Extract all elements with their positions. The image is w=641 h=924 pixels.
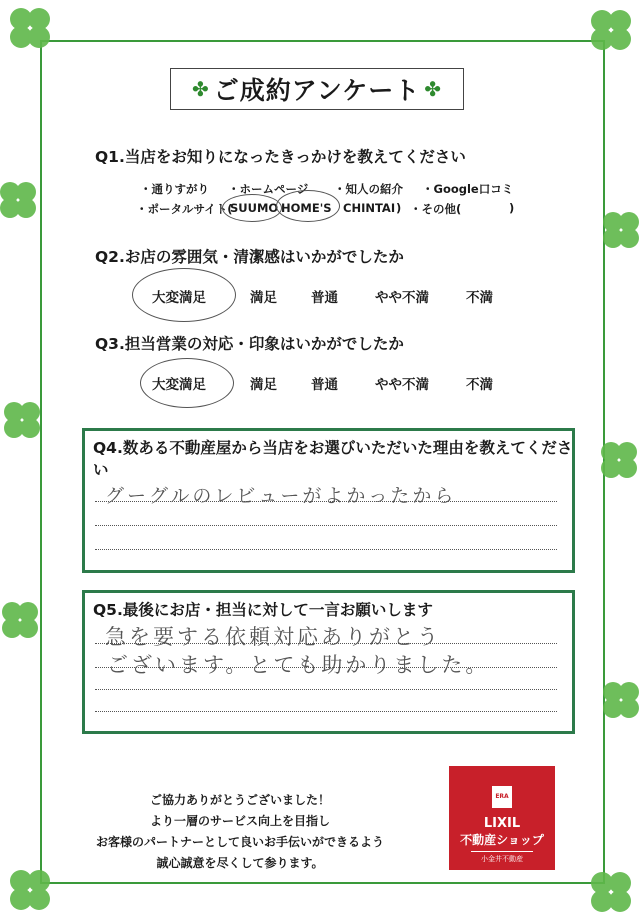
clover-icon (4, 402, 40, 438)
thanks-line: より一層のサービス向上を目指し (149, 814, 330, 828)
answer-line (95, 689, 557, 690)
lixil-shop-logo (449, 766, 555, 870)
thanks-line: 誠心誠意を尽くして参ります。 (156, 856, 324, 870)
clover-icon: ✤ (424, 77, 443, 101)
q3-question: Q3.担当営業の対応・印象はいかがでしたか (95, 335, 404, 353)
answer-line (95, 667, 557, 668)
q2-choice-very-satisfied: 大変満足 (152, 290, 206, 306)
q5-question: Q5.最後にお店・担当に対して一言お願いします (93, 601, 433, 619)
q1-option-homes: HOME'S (281, 201, 332, 215)
frame-bottom (40, 882, 605, 884)
q4-question: Q4.数ある不動産屋から当店をお選びいただいた理由を教えてください (93, 439, 573, 479)
frame-top (40, 40, 605, 42)
clover-icon (603, 212, 639, 248)
logo-brand: LIXIL (483, 816, 521, 831)
logo-subtitle: 小金井不動産 (471, 851, 533, 864)
q2-question: Q2.お店の雰囲気・清潔感はいかがでしたか (95, 248, 404, 266)
clover-icon (0, 182, 36, 218)
q2-selected-circle (132, 268, 236, 322)
clover-icon (591, 10, 631, 50)
q3-choice-dissatisfied: 不満 (466, 377, 493, 393)
page-title (170, 68, 464, 110)
clover-icon (2, 602, 38, 638)
q1-option: ・Google口コミ (422, 182, 514, 196)
q2-choice-neutral: 普通 (311, 290, 338, 306)
era-badge: ERA (492, 786, 512, 808)
q5-handwritten-answer-line1: 急を要する依頼対応ありがとう (105, 625, 441, 649)
title-text: ご成約アンケート (213, 76, 421, 105)
q4-handwritten-answer: グーグルのレビューがよかったから (105, 485, 457, 507)
q3-choice-satisfied: 満足 (250, 377, 277, 393)
thank-you-message (90, 790, 390, 874)
q1-paren-close: ) (396, 201, 402, 215)
q1-handwritten-circle (276, 190, 340, 222)
q5-answer-box (82, 590, 575, 734)
q1-option: ・知人の紹介 (334, 182, 403, 196)
q1-option: ・ホームページ (228, 182, 309, 196)
q1-option: ・通りすがり (140, 182, 209, 196)
q3-choice-very-satisfied: 大変満足 (152, 377, 206, 393)
clover-decoration-left (0, 0, 80, 924)
q1-paren-close: ) (509, 201, 515, 215)
answer-line (95, 711, 557, 712)
clover-icon (10, 8, 50, 48)
q3-selected-circle (140, 358, 234, 408)
q1-handwritten-circle (222, 194, 282, 222)
thanks-line: ご協力ありがとうございました！ (149, 793, 330, 807)
clover-icon (603, 682, 639, 718)
q1-option-suumo: SUUMO (230, 201, 279, 215)
q1-question: Q1.当店をお知りになったきっかけを教えてください (95, 148, 466, 166)
q2-choice-satisfied: 満足 (250, 290, 277, 306)
q4-answer-box (82, 428, 575, 573)
q1-option-chintai: CHINTAI (343, 201, 396, 215)
q3-choice-neutral: 普通 (311, 377, 338, 393)
clover-icon (10, 870, 50, 910)
q2-choice-slightly-dissatisfied: やや不満 (375, 290, 429, 306)
clover-icon: ✤ (191, 77, 210, 101)
answer-line (95, 549, 557, 550)
answer-line (95, 643, 557, 644)
logo-shop-name: 不動産ショップ (460, 833, 544, 847)
clover-icon (601, 442, 637, 478)
answer-line (95, 525, 557, 526)
clover-icon (591, 872, 631, 912)
q2-choice-dissatisfied: 不満 (466, 290, 493, 306)
q5-handwritten-answer-line2: ございます。とても助かりました。 (107, 653, 490, 677)
thanks-line: お客様のパートナーとして良いお手伝いができるよう (95, 835, 384, 849)
q1-option: ・ポータルサイト( (136, 202, 233, 216)
q3-choice-slightly-dissatisfied: やや不満 (375, 377, 429, 393)
q1-option-other: ・その他( (410, 202, 462, 216)
answer-line (95, 501, 557, 502)
